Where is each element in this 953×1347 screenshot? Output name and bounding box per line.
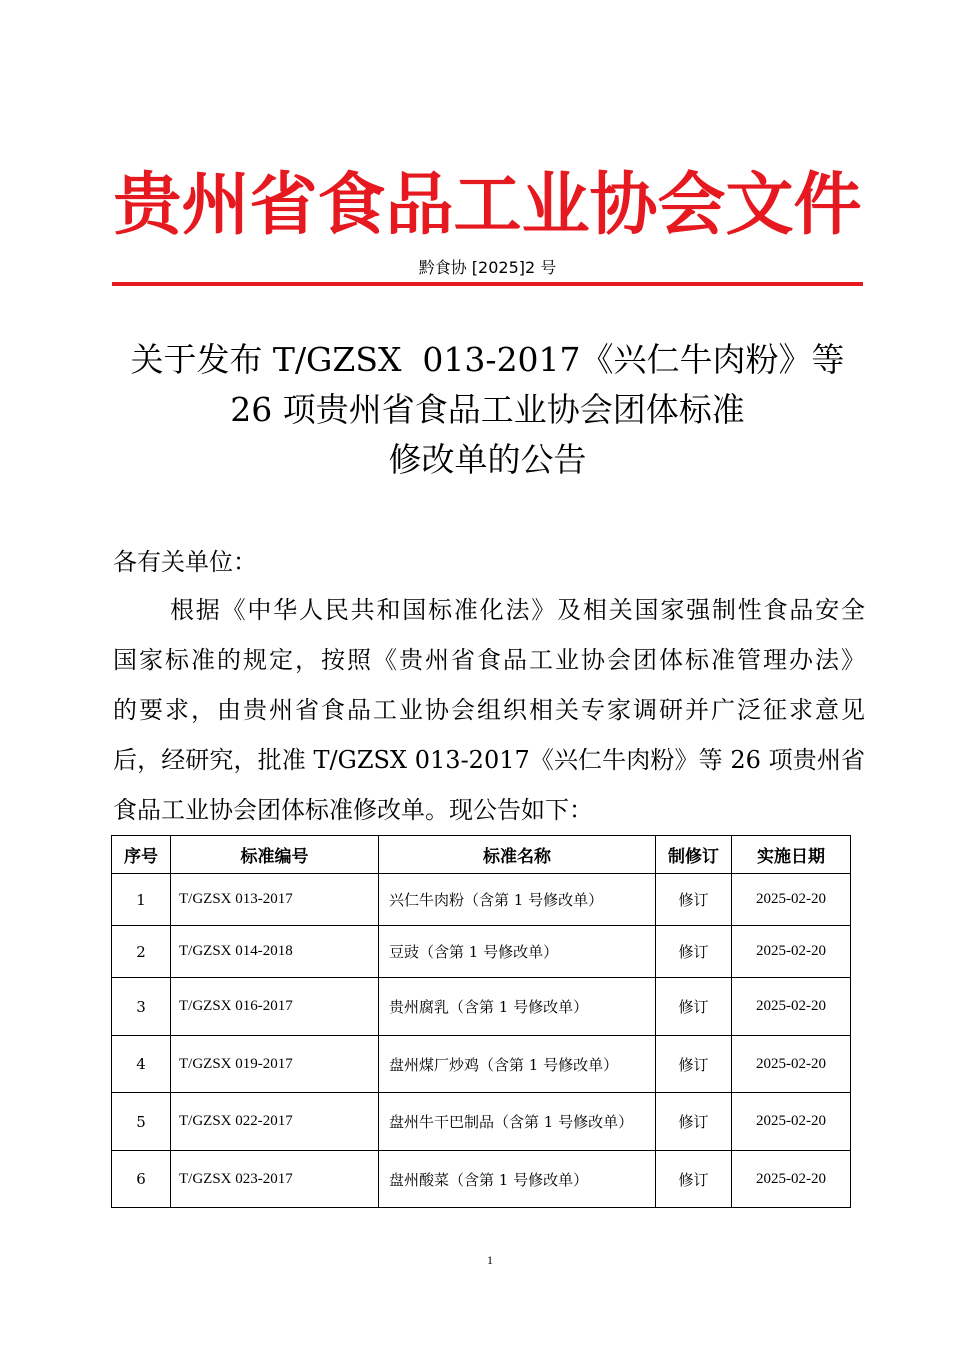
header-revision-type: 制修订 [656,836,732,874]
cell-standard-code: T/GZSX 019-2017 [171,1036,379,1093]
cell-serial: 2 [112,926,171,978]
cell-effective-date: 2025-02-20 [732,926,851,978]
cell-standard-name: 盘州牛干巴制品（含第 1 号修改单） [379,1093,656,1151]
header-effective-date: 实施日期 [732,836,851,874]
cell-standard-name: 贵州腐乳（含第 1 号修改单） [379,978,656,1036]
paragraph-line: 的要求，由贵州省食品工业协会组织相关专家调研并广泛征求意见 [113,696,865,724]
cell-serial: 6 [112,1151,171,1208]
header-red-divider [112,282,863,286]
issuer-header-title: 贵州省食品工业协会文件 [113,165,862,245]
cell-serial: 3 [112,978,171,1036]
cell-effective-date: 2025-02-20 [732,1151,851,1208]
cell-serial: 4 [112,1036,171,1093]
announcement-title [112,335,863,485]
header-standard-code: 标准编号 [171,836,379,874]
cell-revision-type: 修订 [656,1093,732,1151]
cell-standard-code: T/GZSX 023-2017 [171,1151,379,1208]
cell-revision-type: 修订 [656,978,732,1036]
cell-standard-name: 兴仁牛肉粉（含第 1 号修改单） [379,874,656,926]
cell-revision-type: 修订 [656,926,732,978]
table-row [112,978,851,1036]
standards-table [111,835,851,1208]
paragraph-line: 国家标准的规定，按照《贵州省食品工业协会团体标准管理办法》 [113,646,865,674]
document-number: 黔食协 [2025]2 号 [418,258,557,277]
cell-standard-code: T/GZSX 014-2018 [171,926,379,978]
table-row [112,1151,851,1208]
paragraph-line: 根据《中华人民共和国标准化法》及相关国家强制性食品安全 [170,596,865,624]
cell-effective-date: 2025-02-20 [732,978,851,1036]
header-standard-name: 标准名称 [379,836,656,874]
cell-effective-date: 2025-02-20 [732,874,851,926]
paragraph-line: 食品工业协会团体标准修改单。现公告如下： [113,796,593,824]
title-line-3: 修改单的公告 [388,440,587,479]
header-serial: 序号 [112,836,171,874]
cell-serial: 5 [112,1093,171,1151]
table-row [112,926,851,978]
salutation: 各有关单位： [113,548,257,576]
cell-standard-code: T/GZSX 013-2017 [171,874,379,926]
cell-serial: 1 [112,874,171,926]
page-number: 1 [487,1253,493,1267]
cell-standard-code: T/GZSX 016-2017 [171,978,379,1036]
title-line-1: 关于发布 T/GZSX 013-2017《兴仁牛肉粉》等 [130,340,845,379]
cell-standard-name: 盘州酸菜（含第 1 号修改单） [379,1151,656,1208]
body-paragraph [113,585,865,835]
cell-standard-code: T/GZSX 022-2017 [171,1093,379,1151]
table-row [112,1093,851,1151]
table-row [112,874,851,926]
table-row [112,1036,851,1093]
paragraph-line: 后，经研究，批准 T/GZSX 013-2017《兴仁牛肉粉》等 26 项贵州省 [113,746,865,774]
cell-revision-type: 修订 [656,1151,732,1208]
cell-revision-type: 修订 [656,1036,732,1093]
cell-revision-type: 修订 [656,874,732,926]
cell-effective-date: 2025-02-20 [732,1093,851,1151]
cell-standard-name: 盘州煤厂炒鸡（含第 1 号修改单） [379,1036,656,1093]
cell-effective-date: 2025-02-20 [732,1036,851,1093]
table-header-row [112,836,851,874]
cell-standard-name: 豆豉（含第 1 号修改单） [379,926,656,978]
title-line-2: 26 项贵州省食品工业协会团体标准 [230,390,745,429]
